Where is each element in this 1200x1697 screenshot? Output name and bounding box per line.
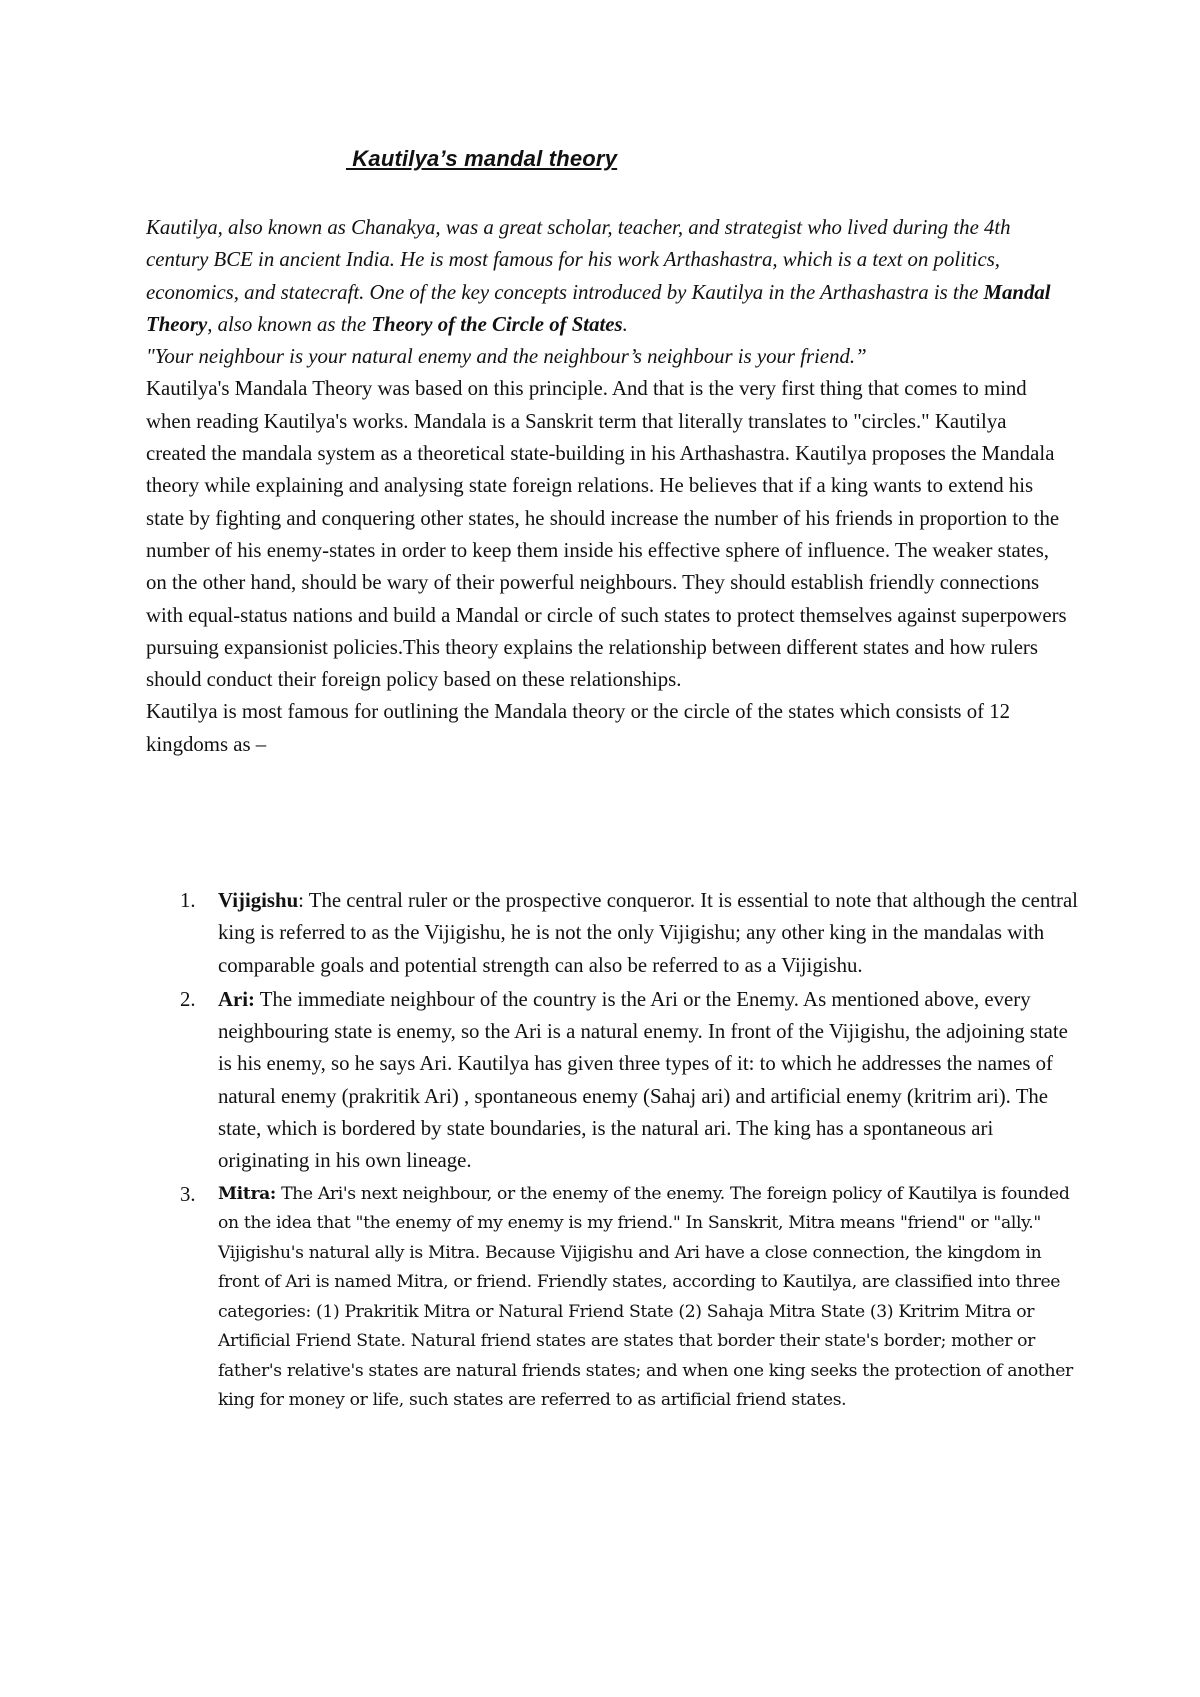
list-item-term: Mitra:	[218, 1183, 276, 1204]
kingdoms-list	[180, 885, 1080, 1416]
list-item: 1. Vijigishu: The central ruler or the prospective conqueror. It is essential to note that although the central king is referred to as the Vijigishu, he is not the only Vijigishu; any other king in the mandalas with comparable goals and potential strength can also be referred to as a Vijigishu.	[180, 885, 1080, 982]
intro-text-1: Kautilya, also known as Chanakya, was a great scholar, teacher, and strategist who lived during the 4th century BCE in ancient India. He is most famous for his work Arthashastra, which is a text on politics, economics, and statecraft. One of the key concepts introduced by Kautilya in the Arthashastra is the	[146, 216, 1011, 304]
body-paragraph-1: Kautilya's Mandala Theory was based on this principle. And that is the very first thing that comes to mind when reading Kautilya's works. Mandala is a Sanskrit term that literally translates to "circles." Kautilya created the mandala system as a theoretical state-building in his Arthashastra. Kautilya proposes the Mandala theory while explaining and analysing state foreign relations. He believes that if a king wants to extend his state by fighting and conquering other states, he should increase the number of his friends in proportion to the number of his enemy-states in order to keep them inside his effective sphere of influence. The weaker states, on the other hand, should be wary of their powerful neighbours. They should establish friendly connections with equal-status nations and build a Mandal or circle of such states to protect themselves against superpowers pursuing expansionist policies.This theory explains the relationship between different states and how rulers should conduct their foreign policy based on these relationships.	[146, 377, 1067, 692]
list-item-term: Vijigishu	[218, 889, 299, 912]
list-item-term: Ari:	[218, 987, 255, 1011]
intro-text-3: .	[622, 312, 628, 336]
quote-paragraph: "Your neighbour is your natural enemy and the neighbour’s neighbour is your friend.”	[146, 345, 867, 369]
list-item-text: The central ruler or the prospective conqueror. It is essential to note that although the central king is referred to as the Vijigishu, he is not the only Vijigishu; any other king in the mandalas with comparable goals and potential strength can also be referred to as a Vijigishu.	[218, 889, 1078, 977]
intro-text-2: , also known as the	[207, 312, 372, 336]
intro-bold-circle-of-states: Theory of the Circle of States	[371, 312, 623, 336]
body-paragraph-2: Kautilya is most famous for outlining the Mandala theory or the circle of the states which consists of 12 kingdoms as –	[146, 700, 1011, 756]
list-item-text: The Ari's next neighbour, or the enemy of the enemy. The foreign policy of Kautilya is founded on the idea that "the enemy of my enemy is my friend." In Sanskrit, Mitra means "friend" or "ally." Vijigishu's natural ally is Mitra. Because Vijigishu and Ari have a close connection, the kingdom in front of Ari is named Mitra, or friend. Friendly states, according to Kautilya, are classified into three categories: (1) Prakritik Mitra or Natural Friend State (2) Sahaja Mitra State (3) Kritrim Mitra or Artificial Friend State. Natural friend states are states that border their state's border; mother or father's relative's states are natural friends states; and when one king seeks the protection of another king for money or life, such states are referred to as artificial friend states.	[218, 1183, 1073, 1411]
list-item-number: 2.	[180, 987, 196, 1011]
list-item	[180, 984, 1080, 1178]
list-item	[180, 1180, 1080, 1416]
document-body	[146, 212, 1071, 761]
list-item-text: The immediate neighbour of the country is the Ari or the Enemy. As mentioned above, every neighbouring state is enemy, so the Ari is a natural enemy. In front of the Vijigishu, the adjoining state is his enemy, so he says Ari. Kautilya has given three types of it: to which he addresses the names of natural enemy (prakritik Ari) , spontaneous enemy (Sahaj ari) and artificial enemy (kritrim ari). The state, which is bordered by state boundaries, is the natural ari. The king has a spontaneous ari originating in his own lineage.	[218, 987, 1068, 1173]
intro-paragraph	[146, 212, 1071, 341]
list-item-number: 1.	[180, 889, 196, 912]
page-title: Kautilya’s mandal theory	[346, 146, 618, 171]
intro-bold-mandal-theory: Mandal Theory	[146, 280, 1051, 336]
list-item-number: 3.	[180, 1182, 196, 1206]
